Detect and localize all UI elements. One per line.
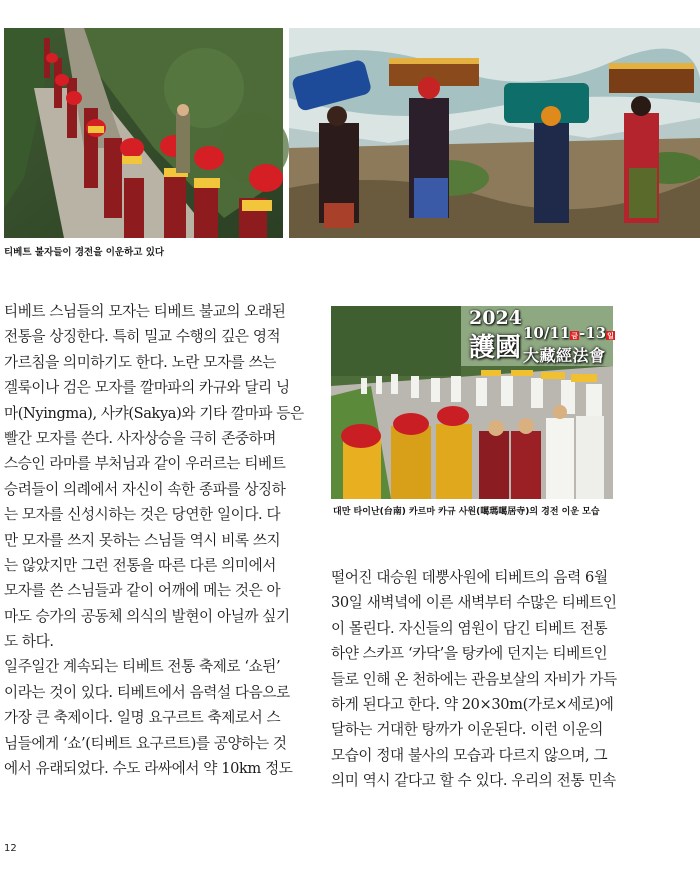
festival-dates [523,324,615,342]
festival-day-badge: 금 [571,331,578,340]
body-line: 가장 큰 축제이다. 일명 요구르트 축제로서 스 [4,709,281,727]
festival-year: 2024 [469,307,522,329]
festival-title-block [469,307,613,367]
left-text-column [4,299,304,781]
body-line: 전통을 상징한다. 특히 밀교 수행의 깊은 영적 [4,328,281,346]
body-line: 티베트 스님들의 모자는 티베트 불교의 오래된 [4,303,286,320]
top-photo-caption: 티베트 불자들이 경전을 이운하고 있다 [4,247,165,258]
body-line: 30일 새벽녘에 이른 새벽부터 수많은 티베트인 [331,594,617,612]
body-line: 모자를 쓴 스님들과 같이 어깨에 메는 것은 아 [4,582,281,600]
river-procession-illustration [289,28,700,238]
festival-title-left: 護國 [469,333,522,363]
body-line: 에서 유래되었다. 수도 라싸에서 약 10km 정도 [4,760,293,778]
photo-river-procession [289,28,700,238]
festival-title-right: 大藏經法會 [523,346,606,365]
body-line: 가르침을 의미하기도 한다. 노란 모자를 쓰는 [4,353,276,371]
festival-date-end: -13 [579,324,607,342]
body-line: 달하는 거대한 탕까가 이운된다. 이런 이운의 [331,721,603,739]
body-line: 들로 인해 온 천하에는 관음보살의 자비가 가득 [331,670,617,688]
monks-procession-illustration [4,28,283,238]
festival-date: 10/11 [523,324,571,342]
body-line: 의미 역시 같다고 할 수 있다. 우리의 전통 민속 [331,772,616,790]
photo-taiwan-sutra-procession [331,306,613,499]
festival-day-badge-end: 일 [607,331,614,340]
body-line: 모습이 정대 불사의 모습과 다르지 않으며, 그 [331,746,608,764]
body-line: 만 모자를 쓰지 못하는 스님들 역시 비록 쓰지 [4,531,281,549]
body-line: 마도 승가의 공동체 의식의 발현이 아닐까 싶기 [4,607,290,625]
body-line: 이라는 것이 있다. 티베트에서 음력설 다음으로 [4,683,290,701]
photo-monks-procession [4,28,283,238]
body-line: 승려들이 의례에서 자신이 속한 종파를 상징하 [4,480,286,498]
page-number: 12 [4,843,17,854]
body-line: 하게 된다고 한다. 약 20×30m(가로×세로)에 [331,695,614,713]
body-line: 도 하다. [4,633,54,651]
body-line: 겔룩이나 검은 모자를 깔마파의 카규와 달리 닝 [4,379,290,397]
body-line: 빨간 모자를 쓴다. 사자상승을 극히 존중하며 [4,429,276,447]
body-line: 는 모자를 신성시하는 것은 당연한 일이다. 다 [4,506,281,524]
right-text-column [331,565,615,794]
body-line: 는 않았지만 그런 전통을 따른 다른 의미에서 [4,556,276,574]
body-line: 일주일간 계속되는 티베트 전통 축제로 ‘쇼뒨’ [4,658,281,676]
body-line: 이 몰린다. 자신들의 염원이 담긴 티베트 전통 [331,619,608,637]
inset-photo-caption: 대만 타이난(台南) 카르마 카규 사원(噶瑪噶居寺)의 경전 이운 모습 [333,507,600,517]
body-line: 떨어진 대승원 데뿡사원에 티베트의 음력 6월 [331,569,608,586]
body-line: 마(Nyingma), 사캬(Sakya)와 기타 깔마파 등은 [4,404,304,422]
body-line: 스승인 라마를 부처님과 같이 우러르는 티베트 [4,455,286,473]
body-line: 님들에게 ‘쇼’(티베트 요구르트)를 공양하는 것 [4,734,287,752]
body-line: 하얀 스카프 ‘카닥’을 탕카에 던지는 티베트인 [331,645,608,663]
